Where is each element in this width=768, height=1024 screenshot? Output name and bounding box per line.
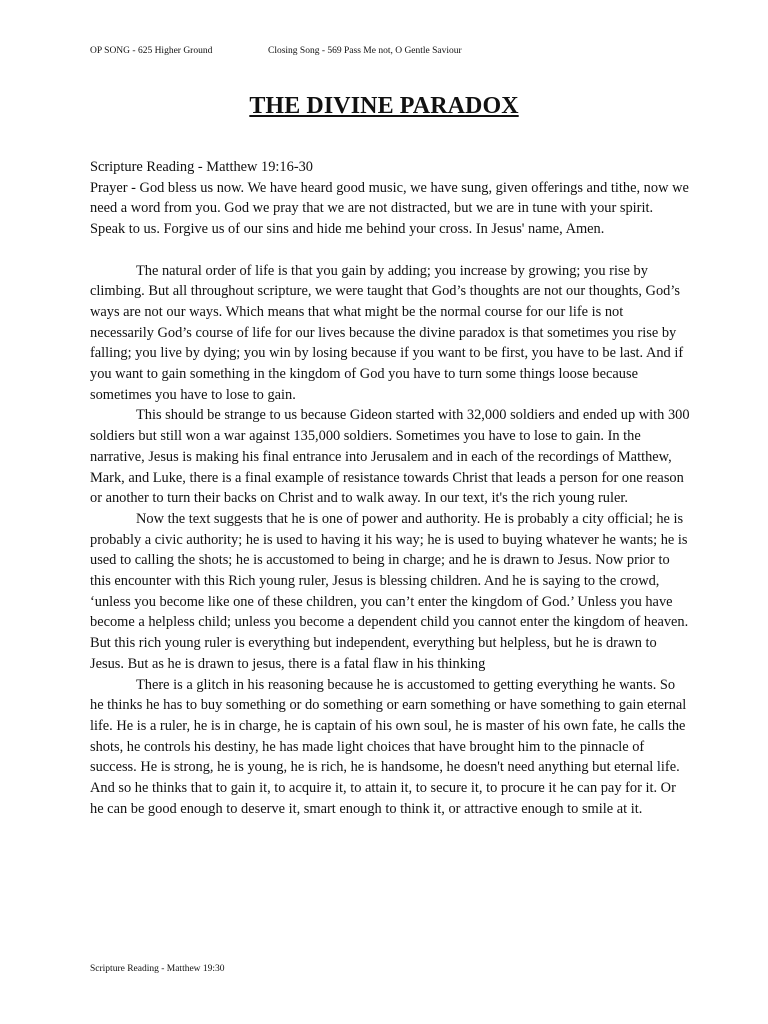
- op-song-note: OP SONG - 625 Higher Ground: [90, 46, 213, 56]
- page-footer: Scripture Reading - Matthew 19:30: [90, 964, 225, 974]
- document-title: THE DIVINE PARADOX: [249, 93, 519, 119]
- page-header: [90, 46, 462, 56]
- body-paragraph: The natural order of life is that you gain by adding; you increase by growing; you rise by climbing. But all throughout scripture, we were taught that God’s thoughts are not our thoughts, God’s ways are not our ways. Which means that what might be the normal course for our life is not necessarily God’s course of life for our lives because the divine paradox is that sometimes you rise by falling; you live by dying; you win by losing because if you want to be first, you have to be last. And if you want to gain something in the kingdom of God you have to turn some things loose because sometimes you have to lose to gain.: [90, 262, 684, 403]
- closing-song-note: Closing Song - 569 Pass Me not, O Gentle Saviour: [268, 46, 462, 56]
- prayer-paragraph: Prayer - God bless us now. We have heard good music, we have sung, given offerings and tithe, now we need a word from you. God we pray that we are not distracted, but we are in tune with your spirit. Speak to us. Forgive us of our sins and hide me behind your cross. In Jesus' name, Amen.: [90, 179, 689, 238]
- scripture-reading: Scripture Reading - Matthew 19:16-30: [90, 159, 314, 175]
- body-paragraph: Now the text suggests that he is one of power and authority. He is probably a city official; he is probably a civic authority; he is used to having it his way; he is used to buying whatever he wants; he is used to calling the shots; he is accustomed to being in charge; and he is drawn to Jesus. Now prior to this encounter with this Rich young ruler, Jesus is blessing children. And he is saying to the crowd, ‘unless you become like one of these children, you can’t enter the kingdom of God.’ Unless you have become a helpless child; unless you become a dependent child you cannot enter the kingdom of heaven. But this rich young ruler is everything but independent, everything but helpless, but he is drawn to Jesus. But as he is drawn to jesus, there is a fatal flaw in his thinking: [90, 510, 689, 672]
- body-paragraph: This should be strange to us because Gideon started with 32,000 soldiers and ended up with 300 soldiers but still won a war against 135,000 soldiers. Sometimes you have to lose to gain. In the narrative, Jesus is making his final entrance into Jerusalem and in each of the recordings of Matthew, Mark, and Luke, there is a final example of resistance towards Christ that leads a person for one reason or another to turn their backs on Christ and to walk away. In our text, it's the rich young ruler.: [90, 407, 690, 507]
- body-paragraph: There is a glitch in his reasoning because he is accustomed to getting everything he wants. So he thinks he has to buy something or do something or earn something or have something to gain eternal life. He is a ruler, he is in charge, he is captain of his own soul, he is master of his own fate, he calls the shots, he controls his destiny, he has made light choices that have brought him to the pinnacle of success. He is strong, he is young, he is rich, he is handsome, he doesn't need anything but eternal life. And so he thinks that to gain it, to acquire it, to attain it, to secure it, to procure it he can pay for it. Or he can be good enough to deserve it, smart enough to think it, or attractive enough to smile at it.: [90, 676, 687, 817]
- document-body: [90, 157, 690, 819]
- paragraph-spacer: [90, 240, 690, 261]
